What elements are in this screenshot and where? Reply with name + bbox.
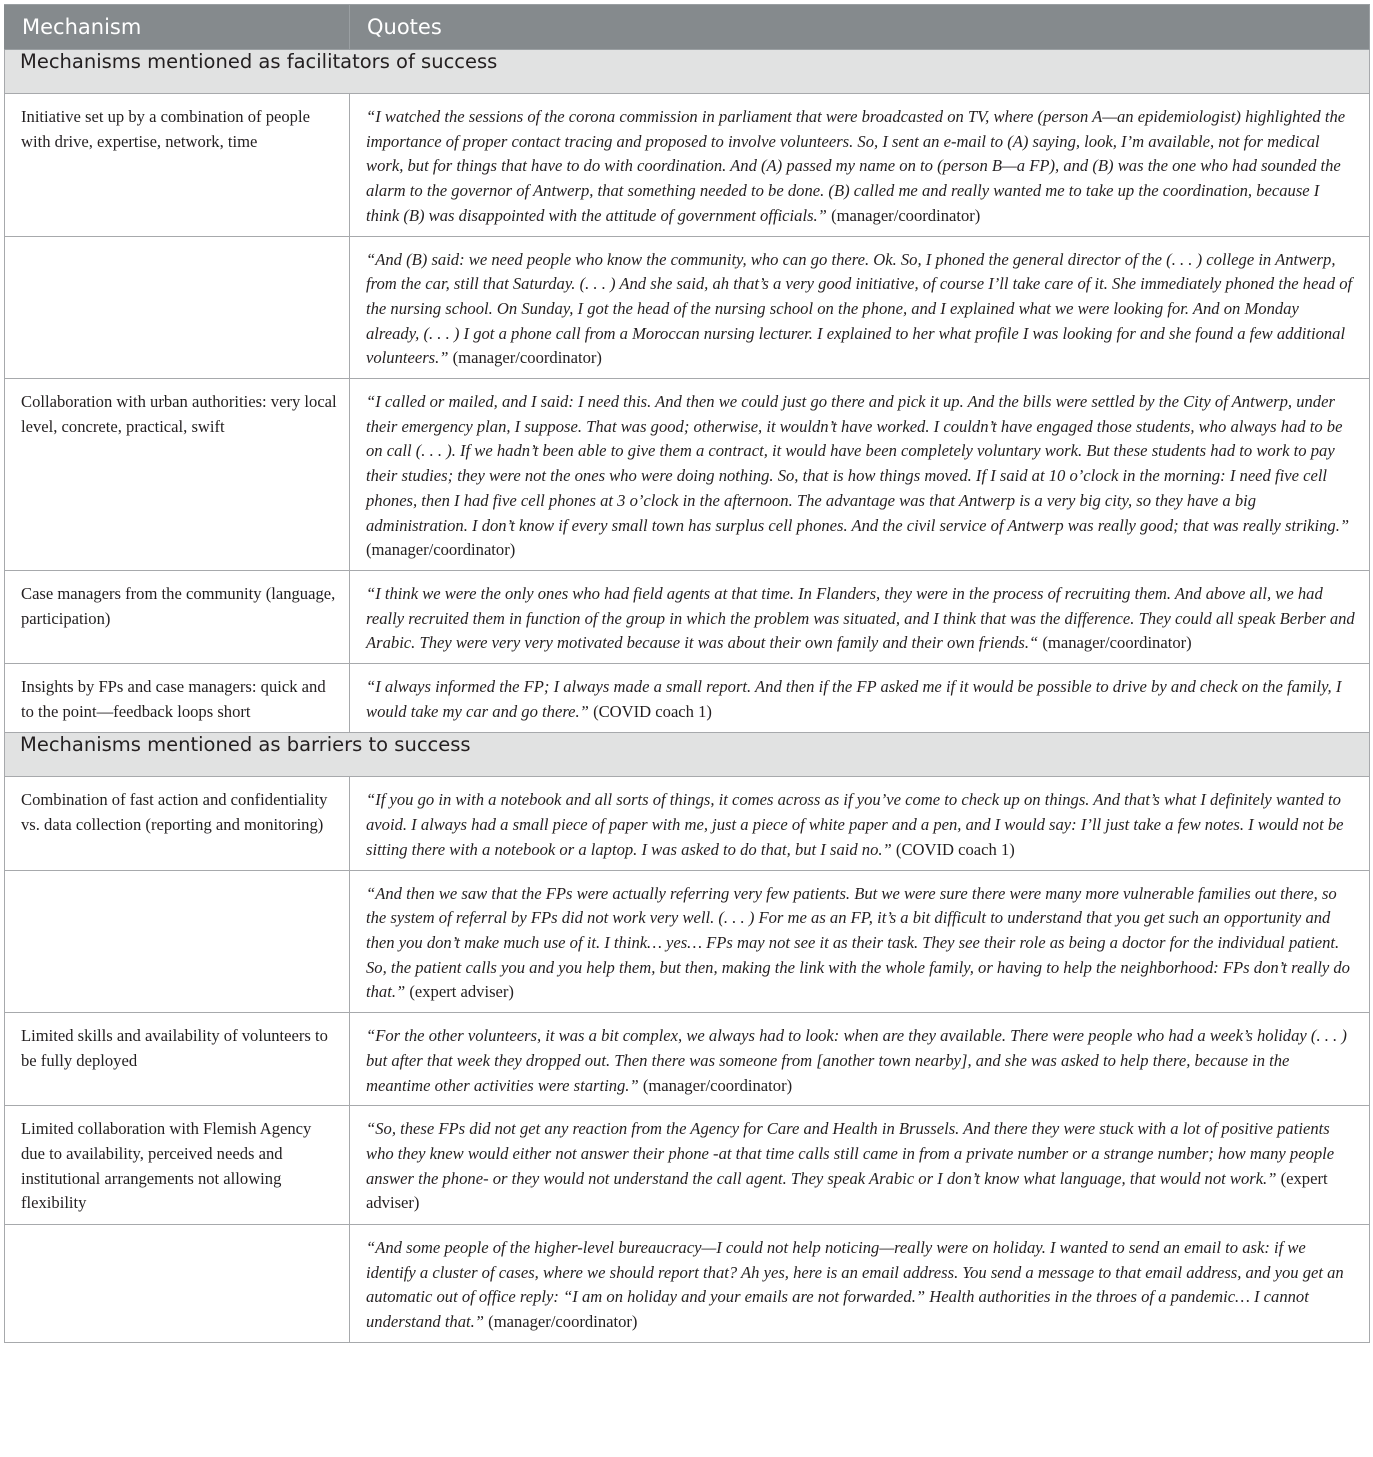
quote-cell — [350, 664, 1370, 733]
quote-source: (manager/coordinator) — [642, 1075, 793, 1095]
quote-text: “And some people of the higher-level bureaucracy—I could not help noticing—really were on holiday. I wanted to send an email to ask: if we identify a cluster of cases, where we should report that? Ah yes, here is an email address. You send a message to that email address, and you get an automatic out of office reply: “I am on holiday and your emails are not forwarded.” Health authorities in the throes of a pandemic… I cannot understand that.” — [366, 1238, 1344, 1332]
table-row — [5, 379, 1370, 571]
quote-text: “I called or mailed, and I said: I need this. And then we could just go there and pick it up. And the bills were settled by the City of Antwerp, under their emergency plan, I suppose. That was good; otherwise, it wouldn’t have worked. I couldn’t have engaged those students, who always had to be on call (. . . ). If we hadn’t been able to give them a contract, it would have been completely voluntary work. But these students had to work to pay their studies; they were not the ones who were doing nothing. So, that is how things moved. If I said at 10 o’clock in the morning: I need five cell phones, then I had five cell phones at 3 o’clock in the afternoon. The advantage was that Antwerp is a very big city, so they have a big administration. I don’t know if every small town has surplus cell phones. And the civil service of Antwerp was really good; that was really striking.” — [366, 392, 1350, 535]
mechanism-cell: Combination of fast action and confidentiality vs. data collection (reporting and monitoring) — [5, 777, 350, 870]
table-row — [5, 1013, 1370, 1106]
quote-source: (expert adviser) — [366, 1168, 1328, 1213]
quote-cell — [350, 1106, 1370, 1225]
mechanism-cell — [5, 1225, 350, 1343]
table-header-row — [5, 5, 1370, 50]
mechanism-cell — [5, 236, 350, 379]
quote-source: (manager/coordinator) — [1042, 633, 1192, 653]
quote-source: (expert adviser) — [409, 982, 514, 1002]
quote-text: “I watched the sessions of the corona commission in parliament that were broadcasted on TV, where (person A—an epidemiologist) highlighted the importance of proper contact tracing and proposed to involve volunteers. So, I sent an e-mail to (A) saying, look, I’m available, not for medical work, but for things that have to do with coordination. And (A) passed my name on to (person B—a FP), and (B) was the one who had sounded the alarm to the governor of Antwerp, that something needed to be done. (B) called me and really wanted me to take up the coordination, because I think (B) was disappointed with the attitude of government officials.” — [366, 107, 1346, 225]
quote-source: (COVID coach 1) — [593, 701, 712, 721]
mechanism-cell: Initiative set up by a combination of people with drive, expertise, network, time — [5, 94, 350, 237]
quote-text: “For the other volunteers, it was a bit complex, we always had to look: when are they available. There were people who had a week’s holiday (. . . ) but after that week they dropped out. Then there was someone from [another town nearby], and she was asked to help there, because in the meantime other activities were starting.” — [366, 1026, 1347, 1095]
quote-cell — [350, 570, 1370, 663]
mechanism-cell: Case managers from the community (language, participation) — [5, 570, 350, 663]
table-row — [5, 1106, 1370, 1225]
mechanism-cell: Insights by FPs and case managers: quick and to the point—feedback loops short — [5, 664, 350, 733]
table-row — [5, 236, 1370, 379]
quote-source: (manager/coordinator) — [831, 205, 981, 225]
quote-text: “I think we were the only ones who had field agents at that time. In Flanders, they were in the process of recruiting them. And above all, we had really recruited them in function of the group in which the problem was situated, and I think that was the difference. They could all speak Berber and Arabic. They were very very motivated because it was about their own family and their own friends.“ — [366, 583, 1355, 653]
quote-source: (manager/coordinator) — [488, 1312, 638, 1332]
quote-cell — [350, 1013, 1370, 1106]
mechanism-cell: Limited skills and availability of volunteers to be fully deployed — [5, 1013, 350, 1106]
table-row — [5, 94, 1370, 237]
quote-text: “And then we saw that the FPs were actually referring very few patients. But we were sure there were many more vulnerable families out there, so the system of referral by FPs did not work very well. (. . . ) For me as an FP, it’s a bit difficult to understand that you get such an opportunity and then you don’t make much use of it. I think… yes… FPs may not see it as their task. They see their role as being a doctor for the individual patient. So, the patient calls you and you help them, but then, making the link with the whole family, or having to help the neighborhood: FPs don’t really do that.” — [366, 883, 1350, 1002]
quote-cell — [350, 1225, 1370, 1343]
section-header-row — [5, 733, 1370, 777]
quote-text: “If you go in with a notebook and all sorts of things, it comes across as if you’ve come to check up on things. And that’s what I definitely wanted to avoid. I always had a small piece of paper with me, just a piece of white paper and a pen, and I would say: I’ll just take a few notes. I would not be sitting there with a notebook or a laptop. I was asked to do that, but I said no.” — [366, 790, 1344, 859]
table-body — [5, 50, 1370, 1343]
table-row — [5, 777, 1370, 870]
section-title: Mechanisms mentioned as barriers to success — [5, 733, 1370, 777]
mechanisms-quotes-table — [4, 4, 1370, 1343]
quote-text: “And (B) said: we need people who know the community, who can go there. Ok. So, I phoned the general director of the (. . . ) college in Antwerp, from the car, still that Saturday. (. . . ) And she said, ah that’s a very good initiative, of course I’ll take care of it. She immediately phoned the head of the nursing school. On Sunday, I got the head of the nursing school on the phone, and I explained what we were looking for. And on Monday already, (. . . ) I got a phone call from a Moroccan nursing lecturer. I explained to her what profile I was looking for and she found a few additional volunteers.” — [366, 249, 1353, 368]
section-header-row — [5, 50, 1370, 94]
quote-cell — [350, 777, 1370, 870]
section-title: Mechanisms mentioned as facilitators of success — [5, 50, 1370, 94]
quote-cell — [350, 870, 1370, 1013]
table-row — [5, 870, 1370, 1013]
quote-text: “I always informed the FP; I always made a small report. And then if the FP asked me if it would be possible to drive by and check on the family, I would take my car and go there.” — [366, 677, 1342, 721]
mechanism-cell: Limited collaboration with Flemish Agency due to availability, perceived needs and institutional arrangements not allowing flexibility — [5, 1106, 350, 1225]
mechanism-column-header: Mechanism — [5, 5, 350, 50]
quote-source: (manager/coordinator) — [366, 540, 516, 560]
mechanism-cell — [5, 870, 350, 1013]
mechanism-cell: Collaboration with urban authorities: very local level, concrete, practical, swift — [5, 379, 350, 571]
table-row — [5, 664, 1370, 733]
quote-source: (manager/coordinator) — [452, 348, 602, 368]
table-row — [5, 1225, 1370, 1343]
quote-cell — [350, 379, 1370, 571]
quotes-column-header: Quotes — [350, 5, 1370, 50]
quote-cell — [350, 94, 1370, 237]
quote-text: “So, these FPs did not get any reaction from the Agency for Care and Health in Brussels. And there they were stuck with a lot of positive patients who they knew would either not answer their phone -at that time calls still came in from a private number or a strange number; how many people answer the phone- or they would not understand the call agent. They speak Arabic or I don’t know what language, that would not work.” — [366, 1119, 1335, 1188]
table-row — [5, 570, 1370, 663]
quote-source: (COVID coach 1) — [895, 839, 1015, 859]
quote-cell — [350, 236, 1370, 379]
